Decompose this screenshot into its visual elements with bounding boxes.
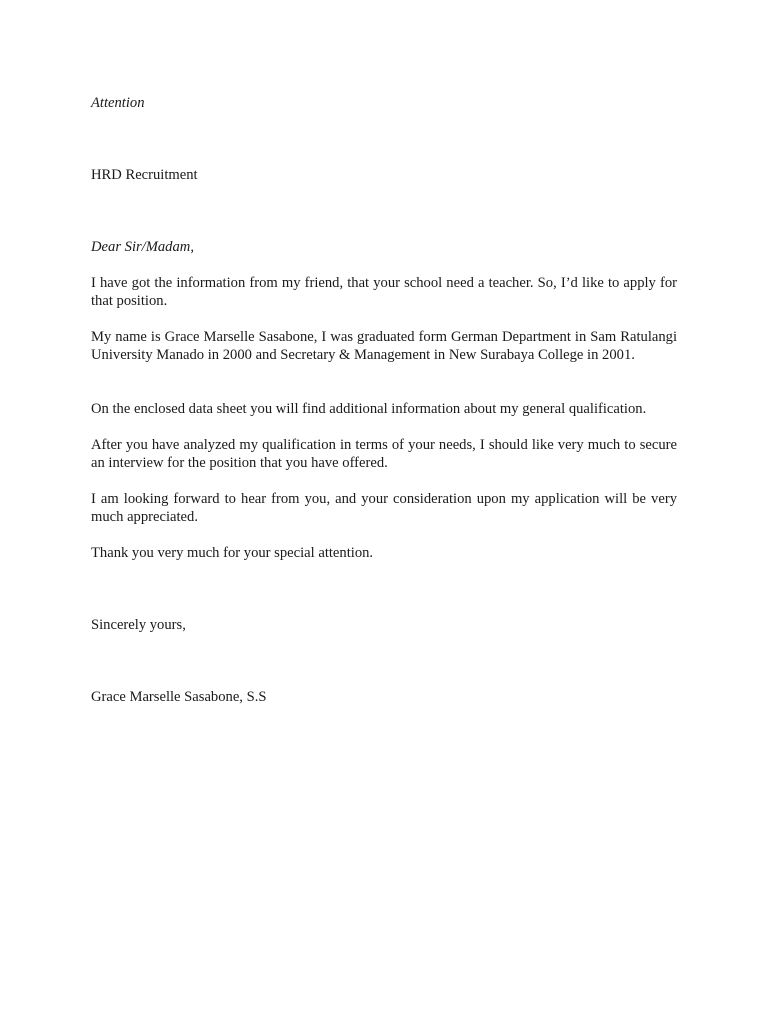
paragraph-intro: I have got the information from my friend, that your school need a teacher. So, I’d like to apply for that position. [91,275,677,309]
paragraph-education: My name is Grace Marselle Sasabone, I was graduated form German Department in Sam Ratulangi University Manado in 2000 and Secretary & Management in New Surabaya College in 2001. [91,329,677,363]
paragraph-consideration: I am looking forward to hear from you, and your consideration upon my application will be very much appreciated. [91,491,677,525]
paragraph-data-sheet: On the enclosed data sheet you will find additional information about my general qualification. [91,401,647,417]
paragraph-interview: After you have analyzed my qualification in terms of your needs, I should like very much to secure an interview for the position that you have offered. [91,437,677,471]
paragraph-thanks: Thank you very much for your special attention. [91,545,374,561]
signature-name: Grace Marselle Sasabone, S.S [91,689,267,705]
salutation: Dear Sir/Madam, [91,239,194,255]
attention-line: Attention [91,95,145,111]
recipient-line: HRD Recruitment [91,167,198,183]
closing: Sincerely yours, [91,617,186,633]
